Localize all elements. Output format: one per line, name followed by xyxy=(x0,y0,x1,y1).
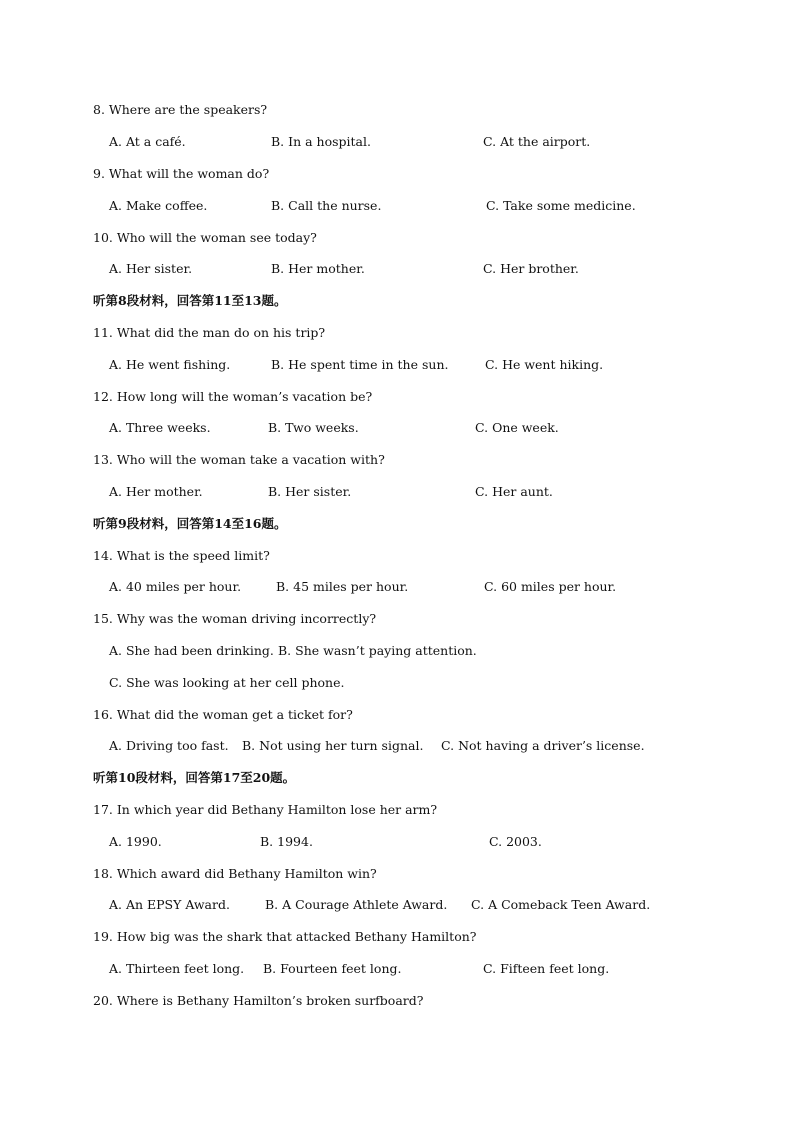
question-stem: 20. Where is Bethany Hamilton’s broken surfboard? xyxy=(93,993,424,1008)
question-stem: 16. What did the woman get a ticket for? xyxy=(93,707,353,722)
question-stem: 17. In which year did Bethany Hamilton lose her arm? xyxy=(93,802,438,817)
question-19 xyxy=(0,927,794,947)
options-19 xyxy=(0,959,794,979)
question-10 xyxy=(0,228,794,248)
option-a: A. He went fishing. xyxy=(109,357,231,372)
option-a: A. Her sister. xyxy=(109,261,193,276)
option-c: C. A Comeback Teen Award. xyxy=(471,897,651,912)
options-10 xyxy=(0,259,794,279)
section-heading-10 xyxy=(0,768,794,788)
options-18 xyxy=(0,895,794,915)
option-b: B. 45 miles per hour. xyxy=(276,579,409,594)
option-a: A. An EPSY Award. xyxy=(109,897,230,912)
option-c: C. She was looking at her cell phone. xyxy=(109,675,345,690)
options-14 xyxy=(0,577,794,597)
option-c: C. Not having a driver’s license. xyxy=(441,738,645,753)
options-15-row2 xyxy=(0,673,794,693)
section-heading-8 xyxy=(0,291,794,311)
option-b: B. She wasn’t paying attention. xyxy=(278,643,477,658)
option-b: B. He spent time in the sun. xyxy=(271,357,449,372)
option-a: A. At a café. xyxy=(109,134,186,149)
options-11 xyxy=(0,355,794,375)
section-heading-9 xyxy=(0,514,794,534)
question-17 xyxy=(0,800,794,820)
section-instruction: 听第10段材料，回答第17至20题。 xyxy=(93,770,296,785)
option-b: B. Call the nurse. xyxy=(271,198,382,213)
options-12 xyxy=(0,418,794,438)
option-b: B. Fourteen feet long. xyxy=(263,961,402,976)
option-b: B. Two weeks. xyxy=(268,420,359,435)
question-stem: 11. What did the man do on his trip? xyxy=(93,325,326,340)
question-18 xyxy=(0,864,794,884)
option-a: A. Thirteen feet long. xyxy=(109,961,245,976)
options-15-row1 xyxy=(0,641,794,661)
option-c: C. One week. xyxy=(475,420,559,435)
option-b: B. Her sister. xyxy=(268,484,352,499)
section-instruction: 听第9段材料，回答第14至16题。 xyxy=(93,516,287,531)
option-c: C. 2003. xyxy=(489,834,542,849)
question-9 xyxy=(0,164,794,184)
question-14 xyxy=(0,546,794,566)
question-16 xyxy=(0,705,794,725)
option-a: A. 1990. xyxy=(109,834,162,849)
option-c: C. Fifteen feet long. xyxy=(483,961,610,976)
options-13 xyxy=(0,482,794,502)
option-a: A. Driving too fast. xyxy=(109,738,229,753)
question-15 xyxy=(0,609,794,629)
question-stem: 13. Who will the woman take a vacation with? xyxy=(93,452,385,467)
option-c: C. Her brother. xyxy=(483,261,579,276)
option-b: B. Not using her turn signal. xyxy=(242,738,424,753)
option-b: B. Her mother. xyxy=(271,261,365,276)
option-b: B. In a hospital. xyxy=(271,134,371,149)
section-instruction: 听第8段材料，回答第11至13题。 xyxy=(93,293,287,308)
question-8 xyxy=(0,100,794,120)
question-stem: 10. Who will the woman see today? xyxy=(93,230,317,245)
option-a: A. Her mother. xyxy=(109,484,203,499)
options-16 xyxy=(0,736,794,756)
option-c: C. He went hiking. xyxy=(485,357,604,372)
option-c: C. 60 miles per hour. xyxy=(484,579,617,594)
question-12 xyxy=(0,387,794,407)
options-8 xyxy=(0,132,794,152)
option-c: C. Take some medicine. xyxy=(486,198,636,213)
option-b: B. 1994. xyxy=(260,834,313,849)
question-13 xyxy=(0,450,794,470)
option-b: B. A Courage Athlete Award. xyxy=(265,897,448,912)
option-c: C. Her aunt. xyxy=(475,484,553,499)
question-stem: 9. What will the woman do? xyxy=(93,166,270,181)
question-stem: 8. Where are the speakers? xyxy=(93,102,268,117)
question-stem: 12. How long will the woman’s vacation be? xyxy=(93,389,373,404)
question-stem: 18. Which award did Bethany Hamilton win? xyxy=(93,866,377,881)
question-stem: 15. Why was the woman driving incorrectly? xyxy=(93,611,377,626)
options-9 xyxy=(0,196,794,216)
question-11 xyxy=(0,323,794,343)
options-17 xyxy=(0,832,794,852)
option-a: A. Make coffee. xyxy=(109,198,208,213)
question-stem: 14. What is the speed limit? xyxy=(93,548,270,563)
option-a: A. 40 miles per hour. xyxy=(109,579,242,594)
option-a: A. Three weeks. xyxy=(109,420,211,435)
question-stem: 19. How big was the shark that attacked Bethany Hamilton? xyxy=(93,929,477,944)
option-a: A. She had been drinking. xyxy=(109,643,274,658)
question-20 xyxy=(0,991,794,1011)
option-c: C. At the airport. xyxy=(483,134,591,149)
